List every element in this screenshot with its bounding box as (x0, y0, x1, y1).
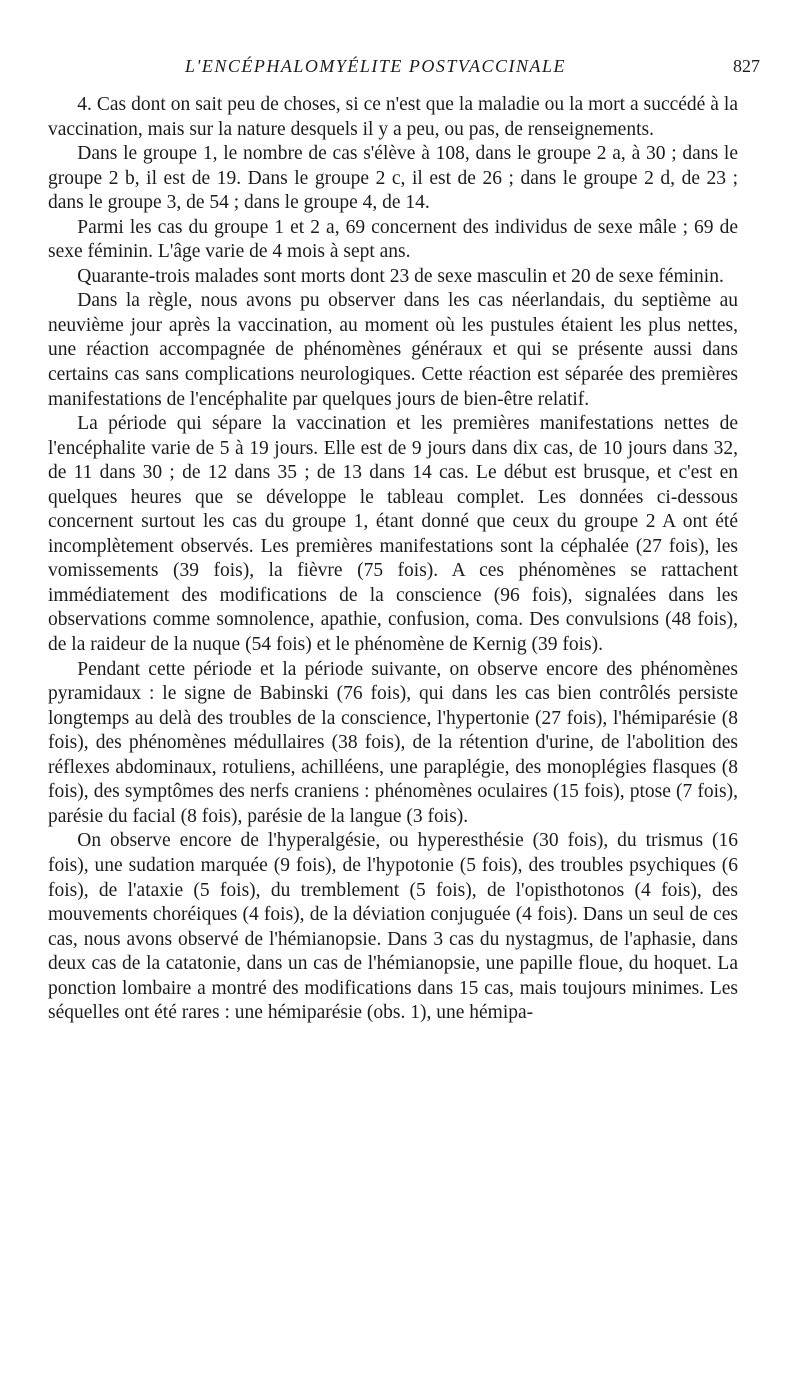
paragraph-pyramidal-signs: Pendant cette période et la période suivante, on observe encore des phénomènes pyramidaux : le signe de Babinski (76 fois), qui dans les cas bien contrôlés persiste longtemps au delà des troubles de la conscience, l'hypertonie (27 fois), l'hémiparésie (8 fois), des phénomènes médullaires (38 fois), de la rétention d'urine, de l'abolition des réflexes abdominaux, rotuliens, achilléens, une paraplégie, des monoplégies flasques (8 fois), des symptômes des nerfs craniens : phénomènes oculaires (15 fois), ptose (7 fois), parésie du facial (8 fois), parésie de la langue (3 fois). (48, 658, 738, 827)
paragraph-sex-age: Parmi les cas du groupe 1 et 2 a, 69 concernent des individus de sexe mâle ; 69 de sexe féminin. L'âge varie de 4 mois à sept ans. (48, 216, 738, 263)
paragraph-other-symptoms: On observe encore de l'hyperalgésie, ou hyperesthésie (30 fois), du trismus (16 fois), une sudation marquée (9 fois), de l'hypotonie (5 fois), des troubles psychiques (6 fois), de l'ataxie (5 fois), du tremblement (5 fois), de l'opisthotonos (4 fois), des mouvements choréiques (4 fois), de la déviation conjuguée (4 fois). Dans un seul de ces cas, nous avons observé de l'hémianopsie. Dans 3 cas du nystagmus, de l'aphasie, dans deux cas de la catatonie, dans un cas de l'hémianopsie, une papille floue, du hoquet. La ponction lombaire a montré des modifications dans 15 cas, mais toujours minimes. Les séquelles ont été rares : une hémiparésie (obs. 1), une hémipa- (48, 830, 738, 1024)
body-text (48, 93, 738, 1026)
running-title: L'ENCÉPHALOMYÉLITE POSTVACCINALE (185, 56, 567, 76)
paragraph-incubation-period: La période qui sépare la vaccination et les premières manifestations nettes de l'encéphalite varie de 5 à 19 jours. Elle est de 9 jours dans dix cas, de 10 jours dans 32, de 11 dans 30 ; de 12 dans 35 ; de 13 dans 14 cas. Le début est brusque, et c'est en quelques heures que se développe le tableau complet. Les données ci-dessous concernent surtout les cas du groupe 1, étant donné que ceux du groupe 2 A ont été incomplètement observés. Les premières manifestations sont la céphalée (27 fois), les vomissements (39 fois), la fièvre (75 fois). A ces phénomènes se rattachent immédiatement des modifications de la conscience (96 fois), signalées dans les observations comme somnolence, apathie, confusion, coma. Des convulsions (48 fois), de la raideur de la nuque (54 fois) et le phénomène de Kernig (39 fois). (48, 413, 738, 656)
paragraph-reaction: Dans la règle, nous avons pu observer dans les cas néerlandais, du septième au neuvième jour après la vaccination, au moment où les pustules étaient les plus nettes, une réaction accompagnée de phénomènes généraux et qui se présente aussi dans certains cas sans complications neurologiques. Cette réaction est séparée des premières manifestations de l'encéphalite par quelques jours de bien-être relatif. (48, 290, 738, 410)
paragraph-case-type-4: 4. Cas dont on sait peu de choses, si ce n'est que la maladie ou la mort a succédé à la vaccination, mais sur la nature desquels il y a peu, ou pas, de renseignements. (48, 94, 738, 140)
paragraph-group-counts: Dans le groupe 1, le nombre de cas s'élève à 108, dans le groupe 2 a, à 30 ; dans le groupe 2 b, il est de 19. Dans le groupe 2 c, il est de 26 ; dans le groupe 2 d, de 23 ; dans le groupe 3, de 54 ; dans le groupe 4, de 14. (48, 143, 738, 214)
paragraph-deaths: Quarante-trois malades sont morts dont 23 de sexe masculin et 20 de sexe féminin. (77, 265, 724, 287)
page-number: 827 (733, 56, 760, 76)
